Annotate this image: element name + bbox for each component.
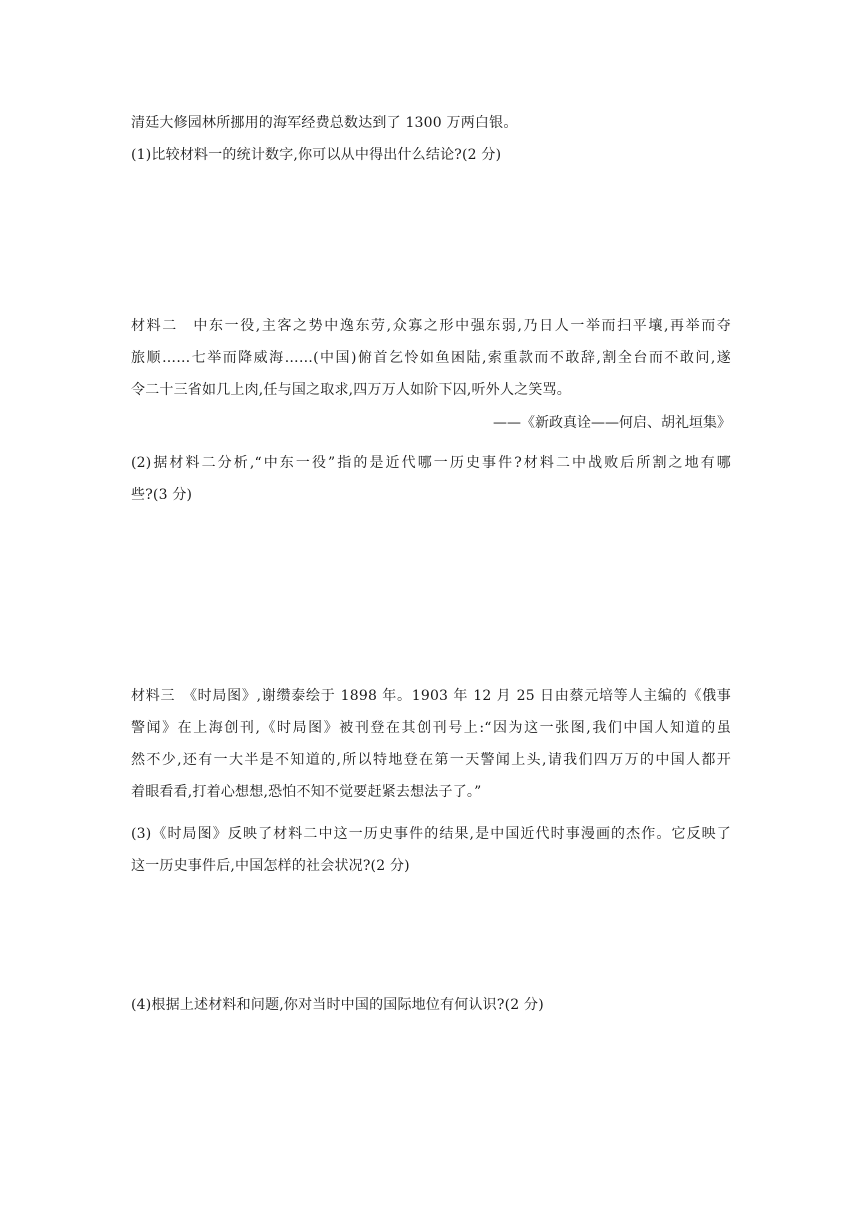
question-2-line-1: (2)据材料二分析,“中东一役”指的是近代哪一历史事件?材料二中战败后所割之地有哪 [131, 455, 731, 471]
question-3-line-2: 这一历史事件后,中国怎样的社会状况?(2 分) [131, 858, 410, 874]
material-2-line-1: 材料二 中东一役,主客之势中逸东劳,众寡之形中强东弱,乃日人一举而扫平壤,再举而夺 [131, 318, 731, 334]
question-2-line-2: 些?(3 分) [131, 487, 193, 503]
question-1: (1)比较材料一的统计数字,你可以从中得出什么结论?(2 分) [131, 147, 502, 163]
material-2-line-2: 旅顺……七举而降威海……(中国)俯首乞怜如鱼困陆,索重款而不敢辞,割全台而不敢问,遂 [131, 350, 731, 366]
material-3-line-4: 着眼看看,打着心想想,恐怕不知不觉要赶紧去想法子了。” [131, 784, 482, 800]
material-2-line-3: 令二十三省如几上肉,任与国之取求,四万万人如阶下囚,听外人之笑骂。 [131, 382, 571, 398]
intro-tail-text: 清廷大修园林所挪用的海军经费总数达到了 1300 万两白银。 [131, 115, 518, 131]
material-3-line-3: 然不少,还有一大半是不知道的,所以特地登在第一天警闻上头,请我们四万万的中国人都开 [131, 752, 731, 768]
material-3-line-2: 警闻》在上海创刊,《时局图》被刊登在其创刊号上:“因为这一张图,我们中国人知道的虽 [131, 720, 731, 736]
material-2-source: ——《新政真诠——何启、胡礼垣集》 [493, 415, 731, 431]
question-4: (4)根据上述材料和问题,你对当时中国的国际地位有何认识?(2 分) [131, 997, 544, 1013]
question-3-line-1: (3)《时局图》反映了材料二中这一历史事件的结果,是中国近代时事漫画的杰作。它反映了 [131, 826, 731, 842]
material-3-line-1: 材料三 《时局图》,谢缵泰绘于 1898 年。1903 年 12 月 25 日由蔡元培等人主编的《俄事 [131, 688, 731, 704]
